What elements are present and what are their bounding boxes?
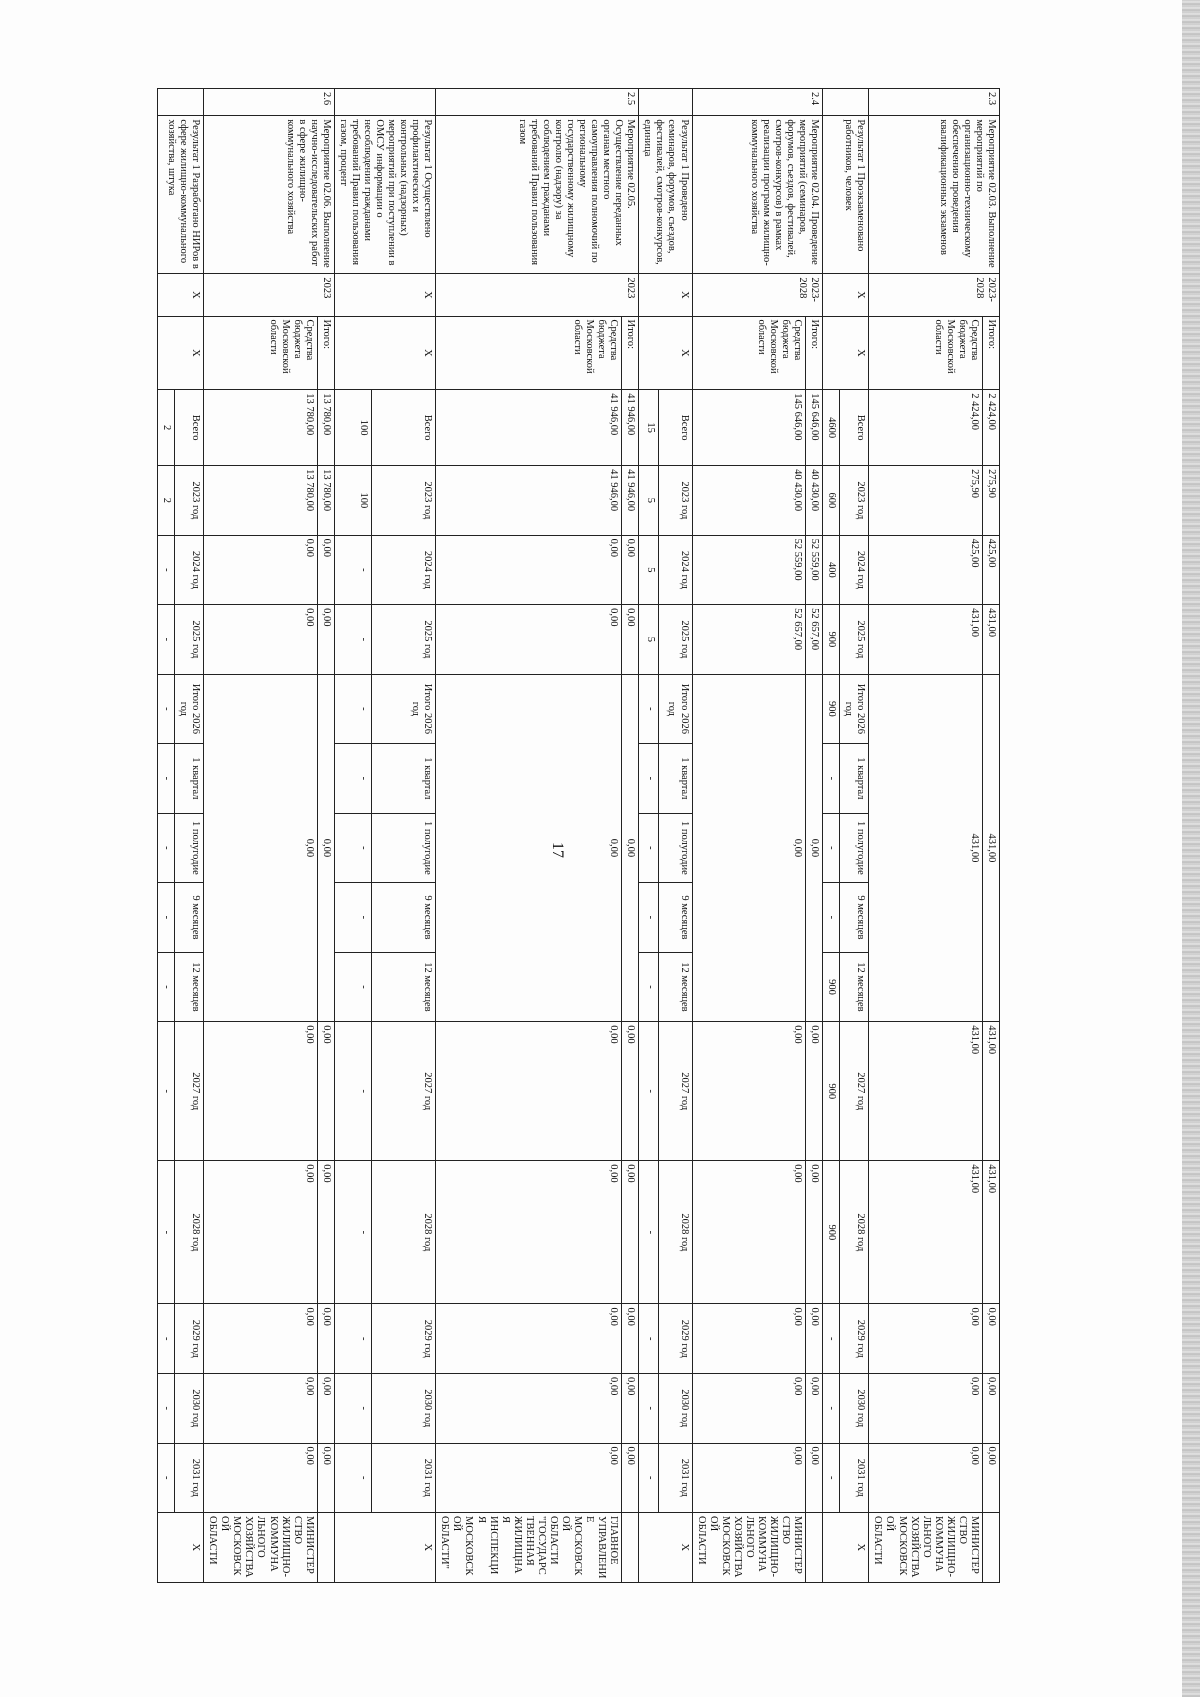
- result-value-cell: -: [639, 1022, 659, 1161]
- result-header-cell: 2025 год: [372, 605, 436, 675]
- empty-cell: [158, 89, 204, 116]
- result-header-cell: 12 месяцев: [840, 952, 869, 1022]
- result-header-cell: 2024 год: [175, 535, 204, 605]
- table-cell: 0,00: [622, 1374, 639, 1444]
- result-header-cell: 2030 год: [175, 1374, 204, 1444]
- measure-name: Мероприятие 02.04. Проведение мероприятий (семинаров, форумов, съездов, фестивалей, смотров-конкурсов) в рамках реализации программ жилищно-коммунального хозяйства: [692, 116, 823, 274]
- result-header-row: [175, 89, 204, 1688]
- result-header-row: [840, 89, 869, 1688]
- result-value-cell: -: [158, 1443, 175, 1513]
- table-cell: 0,00: [436, 1443, 622, 1513]
- result-header-cell: 2029 год: [840, 1304, 869, 1374]
- table-cell: 0,00: [317, 1374, 334, 1444]
- result-value-cell: 900: [823, 674, 840, 744]
- result-header-cell: 1 полугодие: [175, 813, 204, 883]
- result-header-cell: 2024 год: [658, 535, 692, 605]
- result-value-cell: -: [639, 1304, 659, 1374]
- result-value-cell: -: [158, 952, 175, 1022]
- result-value-cell: 900: [823, 1161, 840, 1304]
- table-cell: 0,00: [204, 1161, 318, 1304]
- result-value-cell: -: [639, 952, 659, 1022]
- result-value-cell: 100: [334, 390, 372, 466]
- executor-name: ГЛАВНОЕ УПРАВЛЕНИЕ МОСКОВСКОЙ ОБЛАСТИ "ГОСУДАРСТВЕННАЯ ЖИЛИЩНАЯ ИНСПЕКЦИЯ МОСКОВСКОЙ ОБЛАСТИ": [436, 1513, 622, 1583]
- result-value-cell: -: [334, 1161, 372, 1304]
- table-cell: 0,00: [436, 674, 622, 1022]
- table-cell: 431,00: [982, 674, 999, 1022]
- rotated-table-wrapper: [0, 88, 1000, 1688]
- table-cell: 52 559,00: [692, 535, 806, 605]
- result-header-cell: 1 полугодие: [840, 813, 869, 883]
- result-value-cell: -: [158, 813, 175, 883]
- measure-row-itogo: [622, 89, 639, 1688]
- table-cell: 0,00: [436, 1374, 622, 1444]
- table-cell: 0,00: [806, 674, 823, 1022]
- result-value-cell: 2: [158, 466, 175, 536]
- scan-edge-artifact: [1182, 0, 1200, 1697]
- table-cell: 13 780,00: [204, 466, 318, 536]
- table-cell: 431,00: [982, 1161, 999, 1304]
- total-value: 145 646,00: [692, 390, 806, 466]
- result-value-cell: 100: [334, 466, 372, 536]
- total-value: 2 424,00: [982, 390, 999, 466]
- measure-name: Мероприятие 02.06. Выполнение научно-исследовательских работ в сфере жилищно-коммунального хозяйства: [204, 116, 335, 274]
- total-value: 41 946,00: [622, 390, 639, 466]
- result-header-cell: 2027 год: [175, 1022, 204, 1161]
- result-executor: Х: [334, 1513, 436, 1583]
- result-value-cell: -: [158, 605, 175, 675]
- table-cell: 425,00: [869, 535, 983, 605]
- table-cell: 52 657,00: [692, 605, 806, 675]
- result-value-cell: -: [823, 1304, 840, 1374]
- result-header-cell: Итого 2026 год: [658, 674, 692, 744]
- result-value-cell: 900: [823, 952, 840, 1022]
- measure-row-itogo: [806, 89, 823, 1688]
- funding-source: Средства бюджета Московской области: [204, 316, 318, 390]
- table-cell: 0,00: [806, 1443, 823, 1513]
- result-header-cell: 2030 год: [658, 1374, 692, 1444]
- result-header-cell: Итого 2026 год: [372, 674, 436, 744]
- measure-row-budget: [869, 89, 983, 1688]
- table-cell: 0,00: [869, 1304, 983, 1374]
- executor-cell: [622, 1513, 639, 1583]
- funding-source: Итого:: [806, 316, 823, 390]
- result-header-cell: 9 месяцев: [840, 883, 869, 953]
- table-cell: 0,00: [982, 1374, 999, 1444]
- table-cell: 431,00: [869, 674, 983, 1022]
- table-cell: 0,00: [317, 1304, 334, 1374]
- table-cell: 0,00: [204, 535, 318, 605]
- measure-name: Мероприятие 02.05. Осуществление переданных органам местного самоуправления полномочий по региональному государственному жилищному контролю (надзору) за соблюдением гражданами требований Правил пользования газом: [436, 116, 639, 274]
- result-value-cell: -: [158, 883, 175, 953]
- result-header-cell: 2023 год: [175, 466, 204, 536]
- table-cell: 0,00: [622, 1443, 639, 1513]
- result-value-cell: 2: [158, 390, 175, 466]
- measure-row-budget: [204, 89, 318, 1688]
- table-cell: 0,00: [204, 674, 318, 1022]
- table-cell: 0,00: [869, 1374, 983, 1444]
- result-value-cell: -: [639, 883, 659, 953]
- table-cell: 0,00: [982, 1443, 999, 1513]
- table-cell: 0,00: [317, 535, 334, 605]
- result-value-cell: -: [334, 1304, 372, 1374]
- measure-years: 2023: [436, 274, 639, 316]
- funding-source: Средства бюджета Московской области: [692, 316, 806, 390]
- table-cell: 0,00: [806, 1161, 823, 1304]
- table-cell: 52 559,00: [806, 535, 823, 605]
- result-header-cell: 2027 год: [840, 1022, 869, 1161]
- result-header-cell: Всего: [372, 390, 436, 466]
- table-cell: 431,00: [869, 1161, 983, 1304]
- result-header-row: [372, 89, 436, 1688]
- result-name: Результат 1 Проэкзаменовано работников, человек: [823, 116, 869, 274]
- table-cell: 0,00: [622, 1304, 639, 1374]
- result-value-cell: -: [158, 1161, 175, 1304]
- table-cell: 0,00: [436, 1161, 622, 1304]
- executor-cell: [806, 1513, 823, 1583]
- result-value-cell: 5: [639, 605, 659, 675]
- result-value-cell: -: [334, 744, 372, 814]
- result-value-cell: -: [158, 1374, 175, 1444]
- table-cell: 40 430,00: [692, 466, 806, 536]
- result-executor: Х: [823, 1513, 869, 1583]
- result-header-cell: 2027 год: [658, 1022, 692, 1161]
- result-header-cell: 2027 год: [372, 1022, 436, 1161]
- result-value-cell: -: [639, 744, 659, 814]
- result-value-cell: 4600: [823, 390, 840, 466]
- table-cell: 0,00: [436, 1022, 622, 1161]
- result-header-cell: 1 полугодие: [372, 813, 436, 883]
- result-value-cell: -: [158, 744, 175, 814]
- table-cell: 41 946,00: [622, 466, 639, 536]
- result-header-cell: 2025 год: [175, 605, 204, 675]
- table-cell: 275,90: [982, 466, 999, 536]
- funding-source: Итого:: [622, 316, 639, 390]
- total-value: 13 780,00: [317, 390, 334, 466]
- measure-number: 2.5: [436, 89, 639, 116]
- table-cell: 0,00: [869, 1443, 983, 1513]
- result-header-cell: 2025 год: [840, 605, 869, 675]
- table-cell: 0,00: [436, 535, 622, 605]
- result-header-cell: 2030 год: [372, 1374, 436, 1444]
- result-source: Х: [823, 316, 869, 390]
- result-value-cell: -: [158, 674, 175, 744]
- funding-source: Итого:: [982, 316, 999, 390]
- empty-cell: [334, 89, 436, 116]
- result-header-cell: 9 месяцев: [658, 883, 692, 953]
- result-header-cell: 2024 год: [840, 535, 869, 605]
- table-cell: 0,00: [317, 1161, 334, 1304]
- result-header-cell: 2029 год: [175, 1304, 204, 1374]
- result-header-cell: Итого 2026 год: [840, 674, 869, 744]
- result-header-cell: 2029 год: [658, 1304, 692, 1374]
- executor-cell: [982, 1513, 999, 1583]
- result-header-cell: 1 полугодие: [658, 813, 692, 883]
- executor-cell: [317, 1513, 334, 1583]
- result-value-cell: 900: [823, 1022, 840, 1161]
- table-cell: 275,90: [869, 466, 983, 536]
- measure-row-itogo: [317, 89, 334, 1688]
- result-header-cell: 2023 год: [372, 466, 436, 536]
- table-cell: 0,00: [317, 1022, 334, 1161]
- result-years: Х: [334, 274, 436, 316]
- result-header-cell: 1 квартал: [658, 744, 692, 814]
- result-value-cell: -: [823, 1443, 840, 1513]
- result-executor: Х: [639, 1513, 692, 1583]
- table-cell: 0,00: [692, 1304, 806, 1374]
- result-value-cell: 5: [639, 535, 659, 605]
- result-value-cell: -: [334, 1374, 372, 1444]
- total-value: 13 780,00: [204, 390, 318, 466]
- table-cell: 0,00: [806, 1022, 823, 1161]
- result-header-cell: 12 месяцев: [658, 952, 692, 1022]
- result-value-cell: -: [334, 813, 372, 883]
- table-cell: 41 946,00: [436, 466, 622, 536]
- table-cell: 0,00: [204, 1443, 318, 1513]
- result-source: Х: [158, 316, 204, 390]
- result-header-cell: 2030 год: [840, 1374, 869, 1444]
- table-cell: 13 780,00: [317, 466, 334, 536]
- result-value-cell: -: [158, 535, 175, 605]
- table-cell: 0,00: [692, 1374, 806, 1444]
- table-cell: 431,00: [869, 1022, 983, 1161]
- page-number: 17: [549, 842, 566, 858]
- result-source: Х: [334, 316, 436, 390]
- table-cell: 0,00: [204, 1304, 318, 1374]
- measure-number: 2.4: [692, 89, 823, 116]
- result-value-cell: -: [639, 1374, 659, 1444]
- result-header-cell: Всего: [175, 390, 204, 466]
- result-name: Результат 1 Разработано НИРов в сфере жилищно-коммунального хозяйства, штука: [158, 116, 204, 274]
- result-value-cell: -: [639, 674, 659, 744]
- result-header-cell: 9 месяцев: [372, 883, 436, 953]
- result-header-cell: 2025 год: [658, 605, 692, 675]
- result-header-row: [658, 89, 692, 1688]
- result-header-cell: 2023 год: [840, 466, 869, 536]
- table-cell: 0,00: [317, 674, 334, 1022]
- table-cell: 0,00: [692, 674, 806, 1022]
- result-years: Х: [823, 274, 869, 316]
- executor-name: МИНИСТЕРСТВО ЖИЛИЩНО-КОММУНАЛЬНОГО ХОЗЯЙСТВА МОСКОВСКОЙ ОБЛАСТИ: [204, 1513, 318, 1583]
- result-header-cell: 2028 год: [658, 1161, 692, 1304]
- result-value-cell: -: [639, 1161, 659, 1304]
- result-value-cell: -: [158, 1022, 175, 1161]
- funding-source: Средства бюджета Московской области: [869, 316, 983, 390]
- table-cell: 0,00: [436, 605, 622, 675]
- result-value-cell: -: [334, 952, 372, 1022]
- table-cell: 0,00: [692, 1022, 806, 1161]
- measure-row-itogo: [982, 89, 999, 1688]
- result-value-cell: -: [334, 605, 372, 675]
- result-header-cell: Всего: [658, 390, 692, 466]
- executor-name: МИНИСТЕРСТВО ЖИЛИЩНО-КОММУНАЛЬНОГО ХОЗЯЙСТВА МОСКОВСКОЙ ОБЛАСТИ: [692, 1513, 806, 1583]
- table-cell: 0,00: [317, 1443, 334, 1513]
- result-header-cell: 2023 год: [658, 466, 692, 536]
- table-cell: 52 657,00: [806, 605, 823, 675]
- table-cell: 0,00: [806, 1304, 823, 1374]
- result-value-cell: -: [334, 1022, 372, 1161]
- measure-years: 2023: [204, 274, 335, 316]
- measure-row-budget: [436, 89, 622, 1688]
- result-header-cell: 1 квартал: [175, 744, 204, 814]
- result-header-cell: 2031 год: [175, 1443, 204, 1513]
- result-value-cell: -: [823, 744, 840, 814]
- result-header-cell: 12 месяцев: [175, 952, 204, 1022]
- table-cell: 0,00: [204, 1022, 318, 1161]
- table-body: [158, 89, 1000, 1688]
- result-value-cell: -: [334, 883, 372, 953]
- result-value-cell: 400: [823, 535, 840, 605]
- table-cell: 0,00: [436, 1304, 622, 1374]
- result-header-cell: 2028 год: [175, 1161, 204, 1304]
- result-value-cell: -: [334, 1443, 372, 1513]
- result-value-cell: 900: [823, 605, 840, 675]
- result-value-cell: 15: [639, 390, 659, 466]
- result-header-cell: 12 месяцев: [372, 952, 436, 1022]
- measure-years: 2023-2028: [869, 274, 1000, 316]
- table-cell: 0,00: [692, 1443, 806, 1513]
- result-source: Х: [639, 316, 692, 390]
- table-cell: 0,00: [692, 1161, 806, 1304]
- table-cell: 431,00: [982, 605, 999, 675]
- table-cell: 0,00: [622, 1161, 639, 1304]
- result-years: Х: [158, 274, 204, 316]
- result-header-cell: 2031 год: [372, 1443, 436, 1513]
- result-value-cell: -: [334, 674, 372, 744]
- measure-number: 2.6: [204, 89, 335, 116]
- table-cell: 0,00: [982, 1304, 999, 1374]
- result-header-cell: Всего: [840, 390, 869, 466]
- table-cell: 0,00: [622, 605, 639, 675]
- result-name: Результат 1 Проведено семинаров, форумов, съездов, фестивалей, смотров-конкурсов, единица: [639, 116, 692, 274]
- result-executor: Х: [158, 1513, 204, 1583]
- table-cell: 0,00: [204, 1374, 318, 1444]
- result-header-cell: 1 квартал: [840, 744, 869, 814]
- measure-row-budget: [692, 89, 806, 1688]
- measure-number: 2.3: [869, 89, 1000, 116]
- result-header-cell: 9 месяцев: [175, 883, 204, 953]
- result-header-cell: Итого 2026 год: [175, 674, 204, 744]
- result-header-cell: 2029 год: [372, 1304, 436, 1374]
- table-cell: 0,00: [204, 605, 318, 675]
- result-value-cell: -: [158, 1304, 175, 1374]
- result-header-cell: 1 квартал: [372, 744, 436, 814]
- page-number-wrap: [548, 842, 566, 858]
- total-value: 2 424,00: [869, 390, 983, 466]
- result-value-cell: -: [334, 535, 372, 605]
- total-value: 41 946,00: [436, 390, 622, 466]
- executor-name: МИНИСТЕРСТВО ЖИЛИЩНО-КОММУНАЛЬНОГО ХОЗЯЙСТВА МОСКОВСКОЙ ОБЛАСТИ: [869, 1513, 983, 1583]
- result-value-cell: -: [639, 1443, 659, 1513]
- empty-cell: [823, 89, 869, 116]
- program-measures-table: [157, 88, 1000, 1688]
- result-header-cell: 2031 год: [840, 1443, 869, 1513]
- result-header-cell: 2024 год: [372, 535, 436, 605]
- result-years: Х: [639, 274, 692, 316]
- table-cell: 431,00: [982, 1022, 999, 1161]
- measure-years: 2023-2028: [692, 274, 823, 316]
- table-cell: 0,00: [622, 1022, 639, 1161]
- result-value-cell: -: [823, 883, 840, 953]
- table-cell: 0,00: [317, 605, 334, 675]
- result-value-cell: 600: [823, 466, 840, 536]
- total-value: 145 646,00: [806, 390, 823, 466]
- result-value-cell: 5: [639, 466, 659, 536]
- result-value-cell: -: [823, 813, 840, 883]
- empty-cell: [639, 89, 692, 116]
- table-cell: 0,00: [806, 1374, 823, 1444]
- table-cell: 0,00: [622, 535, 639, 605]
- table-cell: 40 430,00: [806, 466, 823, 536]
- table-cell: 431,00: [869, 605, 983, 675]
- result-value-cell: -: [823, 1374, 840, 1444]
- measure-name: Мероприятие 02.03. Выполнение мероприятий по организационно-техническому обеспечению проведения квалификационных экзаменов: [869, 116, 1000, 274]
- result-header-cell: 2028 год: [372, 1161, 436, 1304]
- funding-source: Итого:: [317, 316, 334, 390]
- result-header-cell: 2028 год: [840, 1161, 869, 1304]
- result-value-cell: -: [639, 813, 659, 883]
- result-name: Результат 1 Осуществлено профилактических и контрольных (надзорных) мероприятий при поступлении в ОМСУ информации о несоблюдении гражданами требований Правил пользования газом, процент: [334, 116, 436, 274]
- table-cell: 0,00: [622, 674, 639, 1022]
- funding-source: Средства бюджета Московской области: [436, 316, 622, 390]
- table-cell: 425,00: [982, 535, 999, 605]
- result-header-cell: 2031 год: [658, 1443, 692, 1513]
